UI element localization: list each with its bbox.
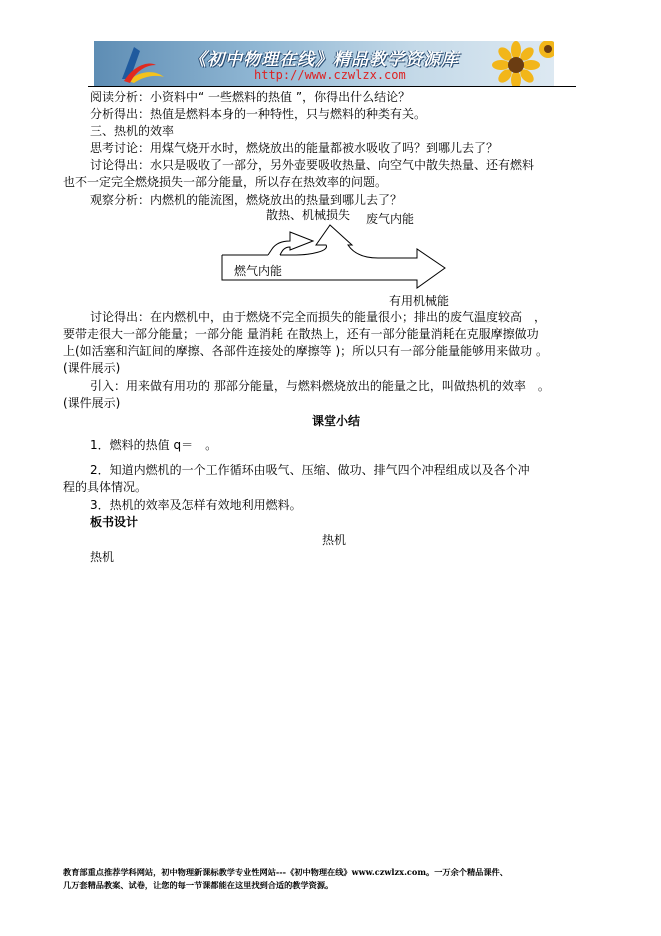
paragraph-reading-analysis: 阅读分析：小资料中“ 一些燃料的热值 ”，你得出什么结论？ — [90, 90, 411, 104]
board-left-title: 热机 — [90, 550, 115, 564]
header-banner — [94, 41, 554, 86]
paragraph-thinking-discussion: 思考讨论：用煤气烧开水时，燃烧放出的能量都被水吸收了吗？到哪儿去了？ — [90, 141, 499, 155]
paragraph-introduction: 引入：用来做有用功的 那部分能量，与燃料燃烧放出的能量之比，叫做热机的效率 。 — [90, 379, 550, 393]
footer-line-2: 几万套精品教案、试卷，让您的每一节课都能在这里找到合适的教学资源。 — [63, 880, 334, 890]
board-center-title: 热机 — [322, 533, 347, 547]
banner-url[interactable]: http://www.czwlzx.com — [254, 68, 406, 82]
summary-item-3: 3．热机的效率及怎样有效地利用燃料。 — [90, 498, 302, 512]
note-slide-display-2: (课件展示) — [63, 396, 121, 410]
label-gas-internal-energy: 燃气内能 — [234, 264, 283, 278]
site-logo-icon — [94, 41, 189, 86]
note-slide-display-1: (课件展示) — [63, 361, 121, 375]
energy-flow-main-arrow — [222, 225, 445, 288]
header-rule — [88, 86, 576, 87]
paragraph-discussion-result: 讨论得出：水只是吸收了一部分，另外壶要吸收热量、向空气中散失热量、还有燃料 — [90, 158, 535, 172]
label-heat-mechanical-loss: 散热、机械损失 — [266, 208, 351, 222]
paragraph-analysis-result: 分析得出：热值是燃料本身的一种特性，只与燃料的种类有关。 — [90, 107, 427, 121]
paragraph-discussion-engine-3: 上(如活塞和汽缸间的摩擦、各部件连接处的摩擦等 )；所以只有一部分能量能够用来做功 。 — [63, 344, 548, 358]
section-heading-efficiency: 三、热机的效率 — [90, 124, 175, 138]
summary-item-1: 1．燃料的热值 q＝ 。 — [90, 438, 218, 452]
summary-heading: 课堂小结 — [312, 414, 361, 428]
label-exhaust-energy: 废气内能 — [366, 212, 415, 226]
board-design-heading: 板书设计 — [90, 515, 139, 529]
summary-item-2: 2．知道内燃机的一个工作循环由吸气、压缩、做功、排气四个冲程组成以及各个冲 — [90, 463, 530, 477]
paragraph-discussion-engine: 讨论得出：在内燃机中，由于燃烧不完全而损失的能量很小；排出的废气温度较高 ， — [90, 310, 547, 324]
banner-title: 《初中物理在线》精品教学资源库 — [189, 50, 459, 70]
footer-line-1: 教育部重点推荐学科网站，初中物理新课标教学专业性网站---《初中物理在线》www.czwlzx.com。一万余个精品课件、 — [63, 867, 508, 877]
paragraph-discussion-result-cont: 也不一定完全燃烧损失一部分能量，所以存在热效率的问题。 — [63, 175, 388, 189]
summary-item-2-cont: 程的具体情况。 — [63, 480, 148, 494]
paragraph-discussion-engine-2: 要带走很大一部分能量；一部分能 量消耗 在散热上，还有一部分能量消耗在克服摩擦做功 — [63, 327, 539, 341]
sunflower-image — [486, 41, 554, 86]
paragraph-observation: 观察分析：内燃机的能流图，燃烧放出的热量到哪儿去了？ — [90, 193, 403, 207]
energy-flow-diagram — [0, 205, 661, 315]
energy-flow-loss-arrow — [268, 232, 313, 255]
label-useful-mechanical-energy: 有用机械能 — [389, 294, 450, 308]
